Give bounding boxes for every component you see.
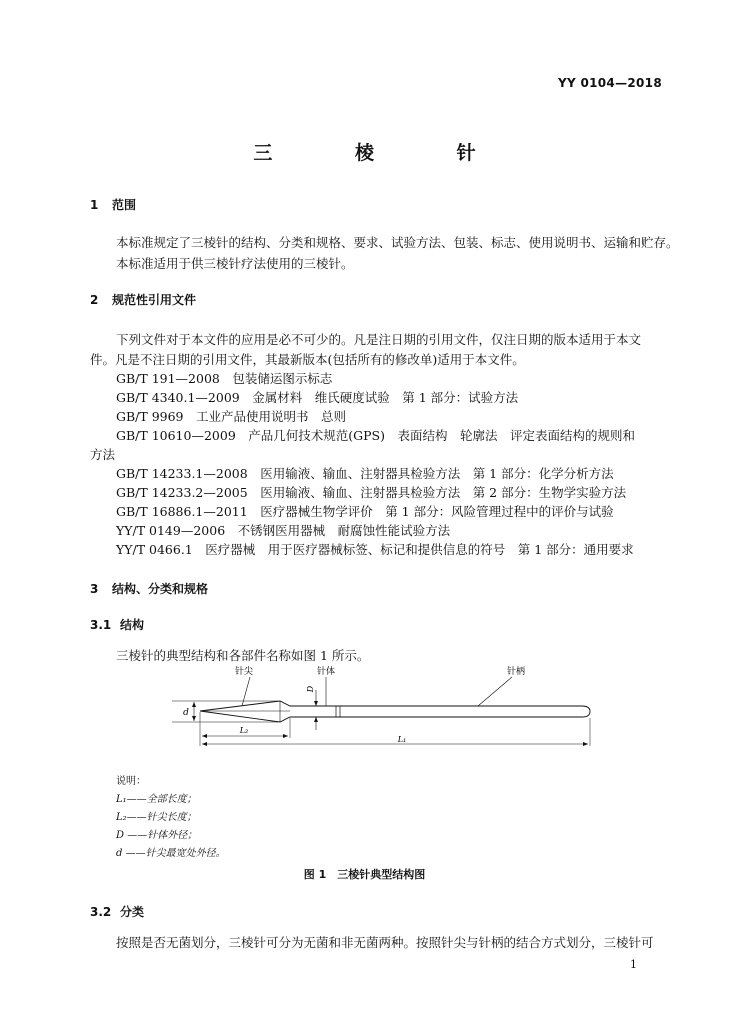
scope-paragraph-2: 本标准适用于供三棱针疗法使用的三棱针。 [116,256,354,271]
reference-item: YY/T 0466.1 医疗器械 用于医疗器械标签、标记和提供信息的符号 第 1 部分：通用要求 [116,542,634,557]
label-tip: 针尖 [234,667,254,677]
section-title: 分类 [120,905,145,919]
needle-diagram [150,662,610,762]
legend-title: 说明： [116,776,146,787]
refs-intro-line-2: 件。凡是不注日期的引用文件，其最新版本(包括所有的修改单)适用于本文件。 [90,352,525,367]
needle-outline [200,701,590,722]
label-D: D [306,685,315,693]
section-3-heading [90,580,208,597]
label-L2: L₂ [239,726,249,735]
arrowhead [583,742,588,746]
structure-intro: 三棱针的典型结构和各部件名称如图 1 所示。 [116,648,370,663]
reference-item: GB/T 191—2008 包装储运图示标志 [116,371,333,386]
legend-item: d ——针尖最宽处外径。 [116,848,226,859]
standard-code: YY 0104—2018 [558,76,662,90]
refs-intro-line-1: 下列文件对于本文件的应用是必不可少的。凡是注日期的引用文件，仅注日期的版本适用于本文 [116,332,642,347]
reference-item: GB/T 14233.2—2005 医用输液、输血、注射器具检验方法 第 2 部分：生物学实验方法 [116,485,627,500]
tip-leader [242,677,250,706]
arrowhead [314,717,318,722]
arrowhead [202,742,207,746]
page-number: 1 [630,958,637,971]
reference-item: GB/T 14233.1—2008 医用输液、输血、注射器具检验方法 第 1 部分：化学分析方法 [116,466,614,481]
reference-item: GB/T 10610—2009 产品几何技术规范(GPS) 表面结构 轮廓法 评定表面结构的规则和 [116,428,635,443]
reference-item: GB/T 9969 工业产品使用说明书 总则 [116,409,347,424]
handle-leader [478,677,512,706]
section-title: 规范性引用文件 [112,293,197,307]
section-number: 1 [90,198,99,212]
label-d: d [183,708,189,718]
classification-paragraph: 按照是否无菌划分，三棱针可分为无菌和非无菌两种。按照针尖与针柄的结合方式划分，三棱针可 [116,935,654,950]
arrowhead [202,734,207,738]
legend-item: D ——针体外径； [116,830,198,841]
legend-item: L₂——针尖长度； [116,812,197,823]
section-3-2-heading [90,903,144,920]
section-title: 结构、分类和规格 [112,582,209,596]
section-2-heading [90,291,196,308]
reference-item: GB/T 16886.1—2011 医疗器械生物学评价 第 1 部分：风险管理过程中的评价与试验 [116,504,614,519]
label-handle: 针柄 [506,667,526,677]
reference-item: GB/T 4340.1—2009 金属材料 维氏硬度试验 第 1 部分：试验方法 [116,390,519,405]
section-title: 范围 [112,198,137,212]
page-title: 三 棱 针 [253,142,514,164]
reference-item: YY/T 0149—2006 不锈钢医用器械 耐腐蚀性能试验方法 [116,523,451,538]
legend-item: L₁——全部长度； [116,794,197,805]
arrowhead [192,702,196,707]
label-L1: L₁ [397,735,407,744]
section-1-heading [90,196,136,213]
arrowhead [192,716,196,721]
label-body: 针体 [316,667,336,677]
figure-caption: 图 1 三棱针典型结构图 [303,868,426,881]
section-number: 3.1 [90,618,112,632]
section-number: 3.2 [90,905,112,919]
section-number: 3 [90,582,99,596]
arrowhead [314,701,318,706]
arrowhead [283,734,288,738]
section-title: 结构 [120,618,145,632]
reference-item-continuation: 方法 [90,447,116,462]
scope-paragraph-1: 本标准规定了三棱针的结构、分类和规格、要求、试验方法、包装、标志、使用说明书、运输和贮存。 [116,235,679,250]
section-number: 2 [90,293,99,307]
section-3-1-heading [90,616,144,633]
